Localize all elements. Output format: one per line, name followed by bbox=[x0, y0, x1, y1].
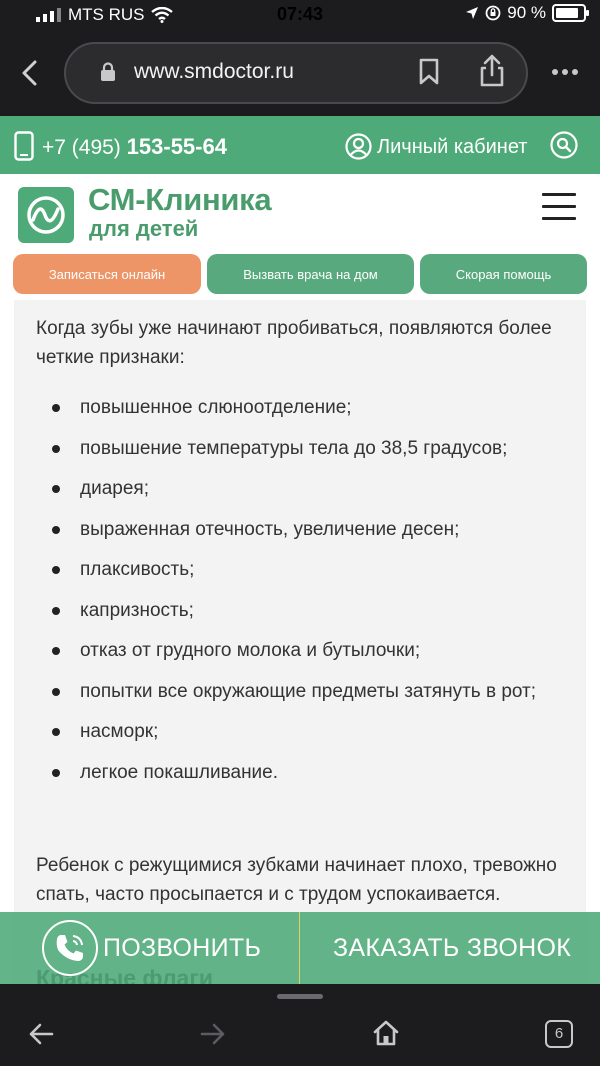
list-item: плаксивость; bbox=[36, 556, 566, 584]
list-item: выраженная отечность, увеличение десен; bbox=[36, 516, 566, 544]
ambulance-button[interactable]: Скорая помощь bbox=[420, 254, 587, 294]
phone-call-icon bbox=[44, 922, 96, 974]
menu-icon[interactable] bbox=[542, 193, 576, 229]
clinic-logo-icon[interactable] bbox=[18, 187, 74, 243]
toolbar-grabber[interactable] bbox=[277, 994, 323, 999]
lock-icon bbox=[100, 62, 116, 82]
more-icon[interactable] bbox=[551, 68, 579, 76]
order-call-button[interactable]: ЗАКАЗАТЬ ЗВОНОК bbox=[333, 934, 572, 962]
forward-arrow-icon[interactable] bbox=[200, 1022, 226, 1046]
list-item: попытки все окружающие предметы затянуть в рот; bbox=[36, 678, 566, 706]
share-icon[interactable] bbox=[479, 54, 505, 88]
phone-link[interactable] bbox=[42, 134, 227, 160]
phone-prefix: +7 (495) bbox=[42, 136, 121, 159]
status-right bbox=[465, 3, 586, 23]
list-item: отказ от грудного молока и бутылочки; bbox=[36, 637, 566, 665]
location-arrow-icon bbox=[465, 6, 479, 20]
list-item: легкое покашливание. bbox=[36, 759, 566, 787]
personal-cabinet-link[interactable]: Личный кабинет bbox=[377, 136, 528, 158]
url-text[interactable]: www.smdoctor.ru bbox=[134, 60, 294, 83]
list-item: насморк; bbox=[36, 718, 566, 746]
back-arrow-icon[interactable] bbox=[28, 1022, 54, 1046]
call-bar-divider bbox=[299, 912, 300, 984]
brand-subtitle: для детей bbox=[89, 216, 199, 241]
status-time: 07:43 bbox=[276, 4, 324, 24]
article-intro: Когда зубы уже начинают пробиваться, появляются более четкие признаки: bbox=[36, 318, 552, 368]
list-item: повышение температуры тела до 38,5 градусов; bbox=[36, 435, 566, 463]
tabs-count-button[interactable]: 6 bbox=[545, 1020, 573, 1048]
article-outro: Ребенок с режущимися зубками начинает плохо, тревожно спать, часто просыпается и с трудом успокаивается. bbox=[36, 855, 557, 905]
back-icon[interactable] bbox=[20, 60, 40, 86]
phone-number: 153-55-64 bbox=[126, 134, 227, 159]
home-icon[interactable] bbox=[372, 1019, 400, 1047]
user-icon bbox=[345, 133, 372, 160]
symptoms-list bbox=[36, 394, 566, 799]
call-button[interactable]: ПОЗВОНИТЬ bbox=[103, 934, 262, 962]
call-doctor-home-button[interactable]: Вызвать врача на дом bbox=[207, 254, 414, 294]
search-icon[interactable] bbox=[550, 131, 578, 159]
list-item: повышенное слюноотделение; bbox=[36, 394, 566, 422]
battery-icon bbox=[552, 4, 586, 22]
book-online-button[interactable]: Записаться онлайн bbox=[13, 254, 201, 294]
article-body bbox=[14, 300, 586, 1000]
brand-name[interactable]: СМ-Клиника bbox=[88, 182, 272, 217]
logo-heartbeat-icon bbox=[18, 187, 74, 243]
list-item: капризность; bbox=[36, 597, 566, 625]
list-item: диарея; bbox=[36, 475, 566, 503]
call-button-icon-wrap[interactable] bbox=[42, 920, 98, 976]
rotation-lock-icon bbox=[485, 5, 501, 21]
carrier-label: MTS RUS bbox=[68, 5, 145, 24]
bookmark-icon[interactable] bbox=[418, 58, 440, 86]
battery-percent: 90 % bbox=[507, 3, 546, 22]
mobile-phone-icon bbox=[14, 131, 34, 161]
